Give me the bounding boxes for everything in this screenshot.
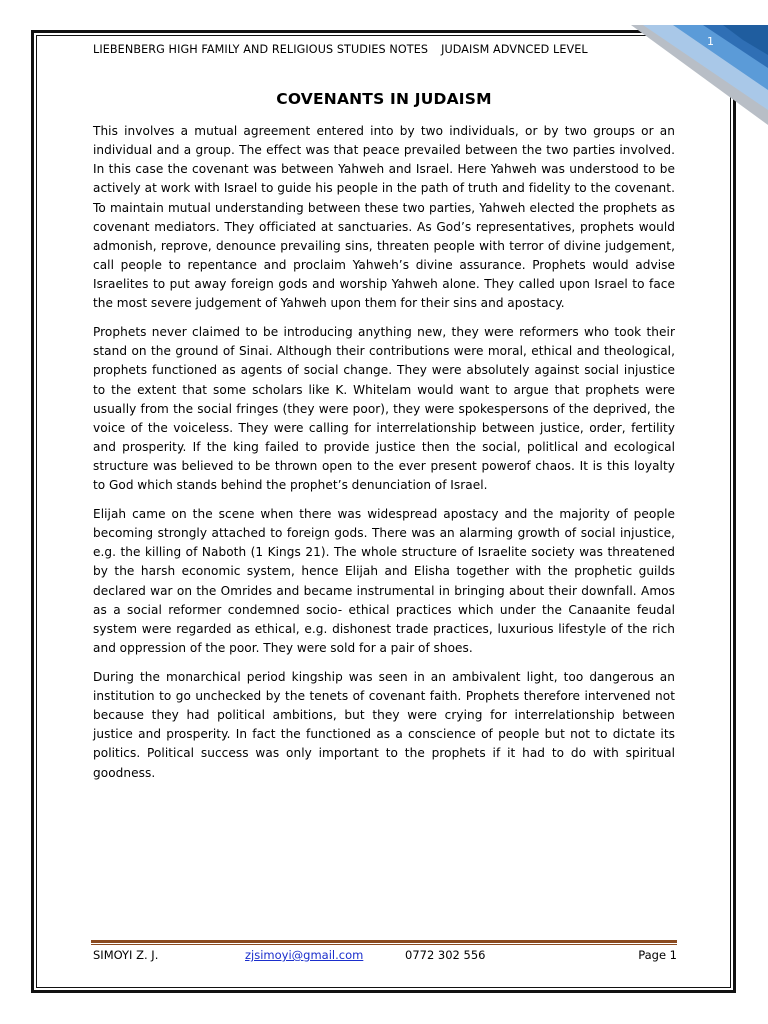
footer-phone: 0772 302 556	[405, 948, 486, 962]
footer-email-link[interactable]: zjsimoyi@gmail.com	[245, 948, 364, 962]
footer-author: SIMOYI Z. J.	[93, 948, 159, 962]
page-footer	[93, 948, 677, 966]
paragraph: Prophets never claimed to be introducing anything new, they were reformers who took their stand on the ground of Sinai. Although their contributions were moral, ethical and theological, prophets functioned as agents of social change. They were absolutely against social injustice to the extent that some scholars like K. Whitelam would want to argue that prophets were usually from the social fringes (they were poor), they were spokespersons of the deprived, the voice of the voiceless. They were calling for interrelationship between justice, order, fertility and prosperity. If the king failed to provide justice then the social, politlical and ecological structure was believed to be thrown open to the ever present powerof chaos. It is this loyalty to God which stands behind the prophet’s denunciation of Israel.	[93, 325, 675, 493]
footer-rule-thin	[91, 944, 677, 945]
running-header	[93, 43, 588, 56]
paragraph: Elijah came on the scene when there was widespread apostacy and the majority of people becoming strongly attached to foreign gods. There was an alarming growth of social injustice, e.g. the killing of Naboth (1 Kings 21). The whole structure of Israelite society was threatened by the harsh economic system, hence Elijah and Elisha together with the prophetic guilds declared war on the Omrides and became instrumental in bringing about their downfall. Amos as a social reformer condemned socio- ethical practices which under the Canaanite feudal system were regarded as ethical, e.g. dishonest trade practices, luxurious lifestyle of the rich and oppression of the poor. They were sold for a pair of shoes.	[93, 506, 675, 656]
footer-rule-thick	[91, 940, 677, 943]
body-text	[93, 122, 675, 792]
header-school: LIEBENBERG HIGH FAMILY AND RELIGIOUS STUDIES NOTES	[93, 43, 429, 56]
corner-decoration	[593, 0, 768, 125]
paragraph: This involves a mutual agreement entered into by two individuals, or by two groups or an individual and a group. The effect was that peace prevailed between the two parties involved. In this case the covenant was between Yahweh and Israel. Here Yahweh was understood to be actively at work with Israel to guide his people in the path of truth and fidelity to the covenant. To maintain mutual understanding between these two parties, Yahweh elected the prophets as covenant mediators. They officiated at sanctuaries. As God’s representatives, prophets would admonish, reprove, denounce prevailing sins, threaten people with terror of divine judgement, call people to repentance and proclaim Yahweh’s divine assurance. Prophets would advise Israelites to put away foreign gods and worship Yahweh alone. They called upon Israel to face the most severe judgement of Yahweh upon them for their sins and apostacy.	[93, 124, 675, 311]
footer-page-label: Page 1	[638, 948, 677, 962]
document-title: COVENANTS IN JUDAISM	[276, 90, 492, 108]
corner-page-number: 1	[707, 35, 714, 48]
header-subject: JUDAISM ADVNCED LEVEL	[441, 43, 588, 56]
paragraph: During the monarchical period kingship was seen in an ambivalent light, too dangerous an institution to go unchecked by the tenets of covenant faith. Prophets therefore intervened not because they had political ambitions, but they were crying for interrelationship between justice and prosperity. In fact the functioned as a conscience of people but not to dictate its politics. Political success was only important to the prophets if it had to do with spiritual goodness.	[93, 669, 675, 780]
